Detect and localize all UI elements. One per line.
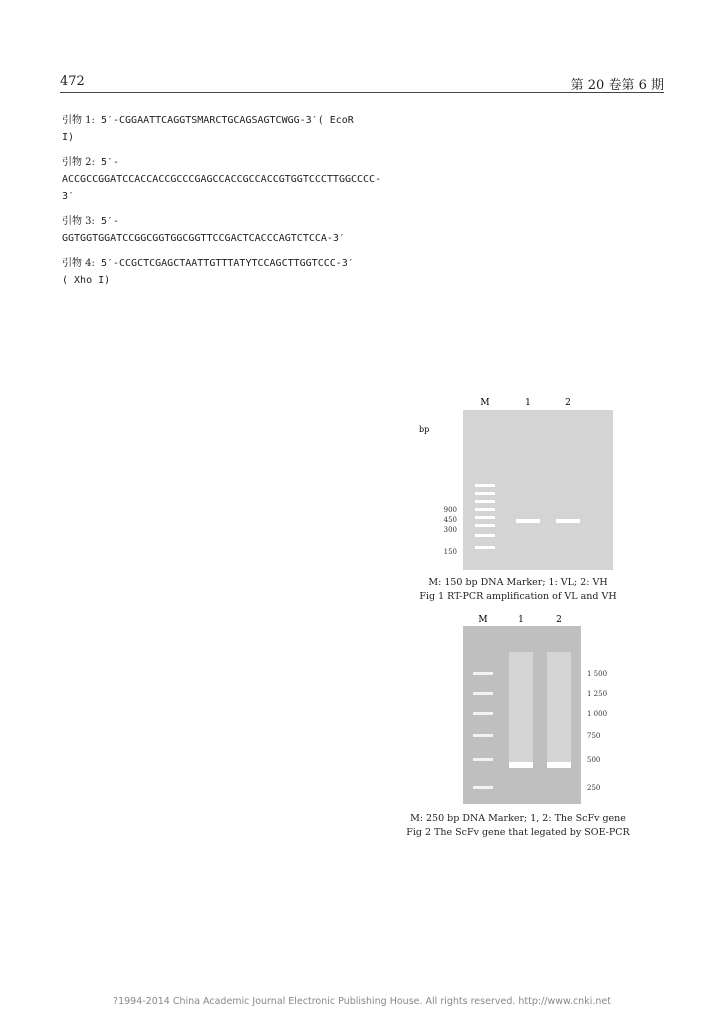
ladder-band [475, 516, 495, 519]
left-column [62, 112, 382, 297]
issue-label: 第 20 卷第 6 期 [570, 78, 664, 93]
ladder-band [473, 758, 493, 761]
ladder-band [475, 492, 495, 495]
marker-label-150: 150 [443, 548, 457, 556]
marker-label-250: 250 [587, 784, 601, 792]
ladder-band [475, 500, 495, 503]
smear-lane-1 [509, 652, 533, 762]
primer-2: 引物 2: 5′-ACCGCCGGATCCACCACCGCCCGAGCCACCGCCACCGTGGTCCCTTGGCCCC-3′ [62, 157, 382, 202]
figure-2-caption: M: 250 bp DNA Marker; 1, 2: The ScFv gene Fig 2 The ScFv gene that legated by SOE-PCR [406, 813, 630, 838]
ladder-band [475, 534, 495, 537]
ladder-band [473, 712, 493, 715]
figure-2 [372, 612, 664, 840]
band-scfv-1 [509, 762, 533, 768]
gel-image-1 [403, 392, 633, 572]
marker-label-1500: 1 500 [587, 670, 608, 678]
ladder-band [475, 524, 495, 527]
ladder-band [475, 546, 495, 549]
lane-label-2: 2 [556, 615, 562, 625]
lane-label-m: M [478, 615, 488, 625]
band-vh [556, 519, 580, 523]
lane-label-1: 1 [525, 398, 531, 408]
copyright-footer: ?1994-2014 China Academic Journal Electronic Publishing House. All rights reserved. http://www.cnki.net [113, 996, 611, 1007]
ladder-band [473, 786, 493, 789]
marker-label-1000: 1 000 [587, 710, 608, 718]
marker-label-300: 300 [443, 526, 457, 534]
ladder-band [473, 692, 493, 695]
lane-label-2: 2 [565, 398, 571, 408]
primer-1: 引物 1: 5′-CGGAATTCAGGTSMARCTGCAGSAGTCWGG-3′( EcoR I) [62, 115, 360, 143]
page-number: 472 [60, 74, 85, 89]
ladder-band [475, 508, 495, 511]
marker-label-1250: 1 250 [587, 690, 608, 698]
page-header [60, 70, 664, 93]
figure-1 [372, 392, 664, 604]
primer-3: 引物 3: 5′-GGTGGTGGATCCGGCGGTGGCGGTTCCGACTCACCCAGTCTCCA-3′ [62, 216, 345, 244]
ladder-band [473, 672, 493, 675]
marker-label-750: 750 [587, 732, 601, 740]
band-scfv-2 [547, 762, 571, 768]
marker-size-labels [587, 670, 607, 792]
unit-label: bp [419, 425, 430, 434]
primer-list [62, 112, 382, 289]
ladder-band [473, 734, 493, 737]
lane-label-m: M [480, 398, 490, 408]
marker-label-450: 450 [443, 516, 457, 524]
figure-1-caption: M: 150 bp DNA Marker; 1: VL; 2: VH Fig 1 RT-PCR amplification of VL and VH [419, 577, 617, 602]
lane-label-1: 1 [518, 615, 524, 625]
marker-label-500: 500 [587, 756, 601, 764]
marker-label-900: 900 [443, 506, 457, 514]
primer-4: 引物 4: 5′-CCGCTCGAGCTAATTGTTTATYTCCAGCTTGGTCCC-3′( Xho I) [62, 258, 354, 286]
marker-size-labels [444, 506, 457, 556]
smear-lane-2 [547, 652, 571, 762]
gel-image-2 [403, 612, 633, 808]
ladder-band [475, 484, 495, 487]
band-vl [516, 519, 540, 523]
